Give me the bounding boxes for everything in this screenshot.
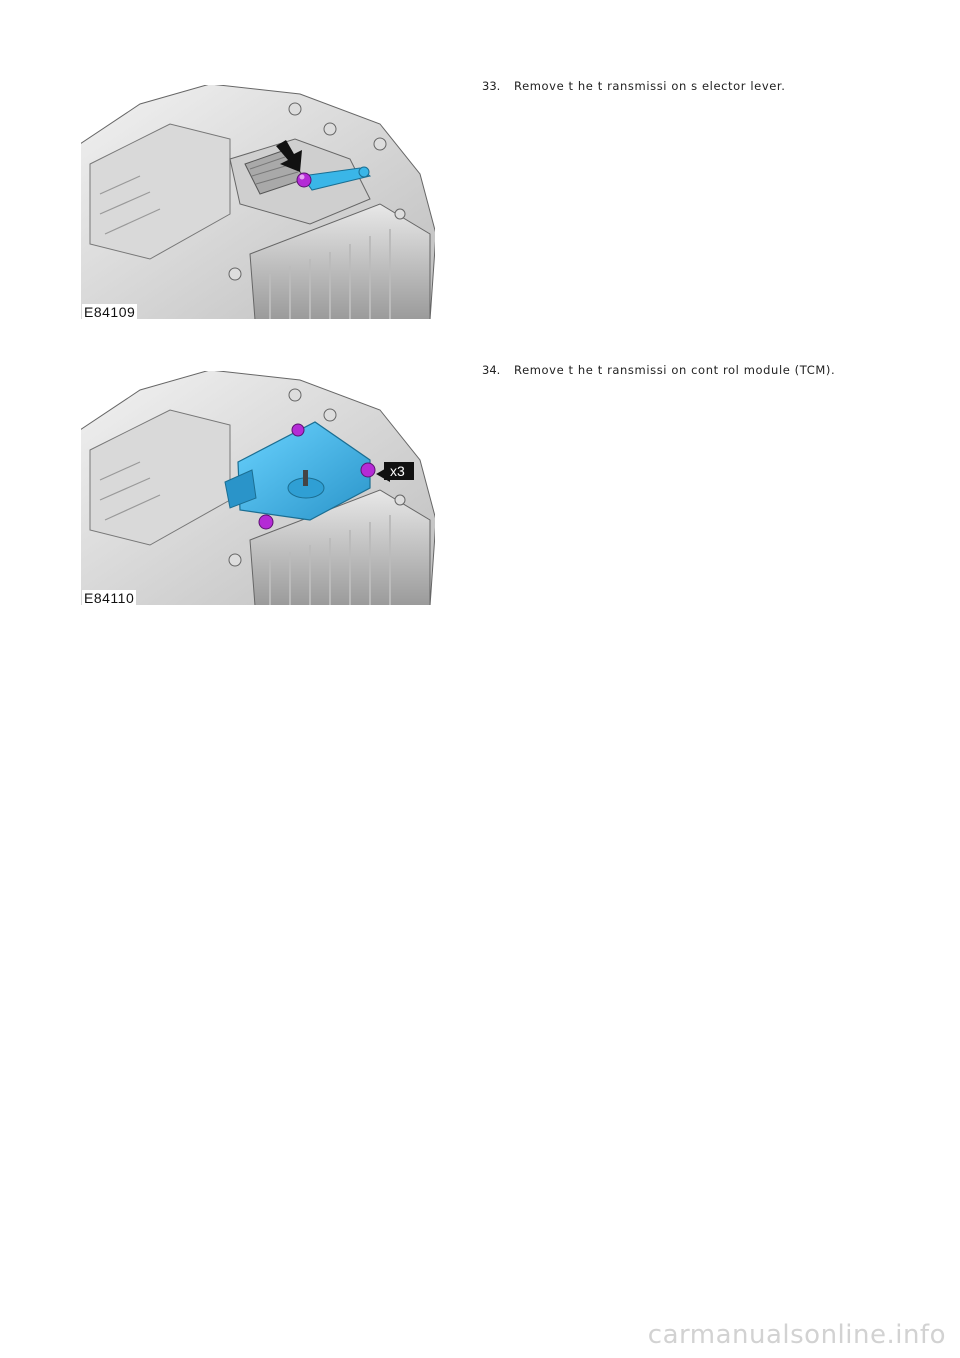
step-number: 33. [482,79,501,93]
transmission-illustration-tcm [80,370,436,606]
step-34-illustration [80,370,436,606]
transmission-illustration-selector-lever [80,84,436,320]
step-instruction: Remove t he t ransmissi on cont rol module (TCM). [514,363,836,377]
step-instruction: Remove t he t ransmissi on s elector lever. [514,79,786,93]
figure-id-label: E84110 [84,590,135,606]
step-33-illustration [80,84,436,320]
step-number: 34. [482,363,501,377]
figure-id-label: E84109 [84,304,136,320]
quantity-callout-label: x3 [390,463,405,479]
site-watermark: carmanualsonline.info [647,1320,946,1350]
